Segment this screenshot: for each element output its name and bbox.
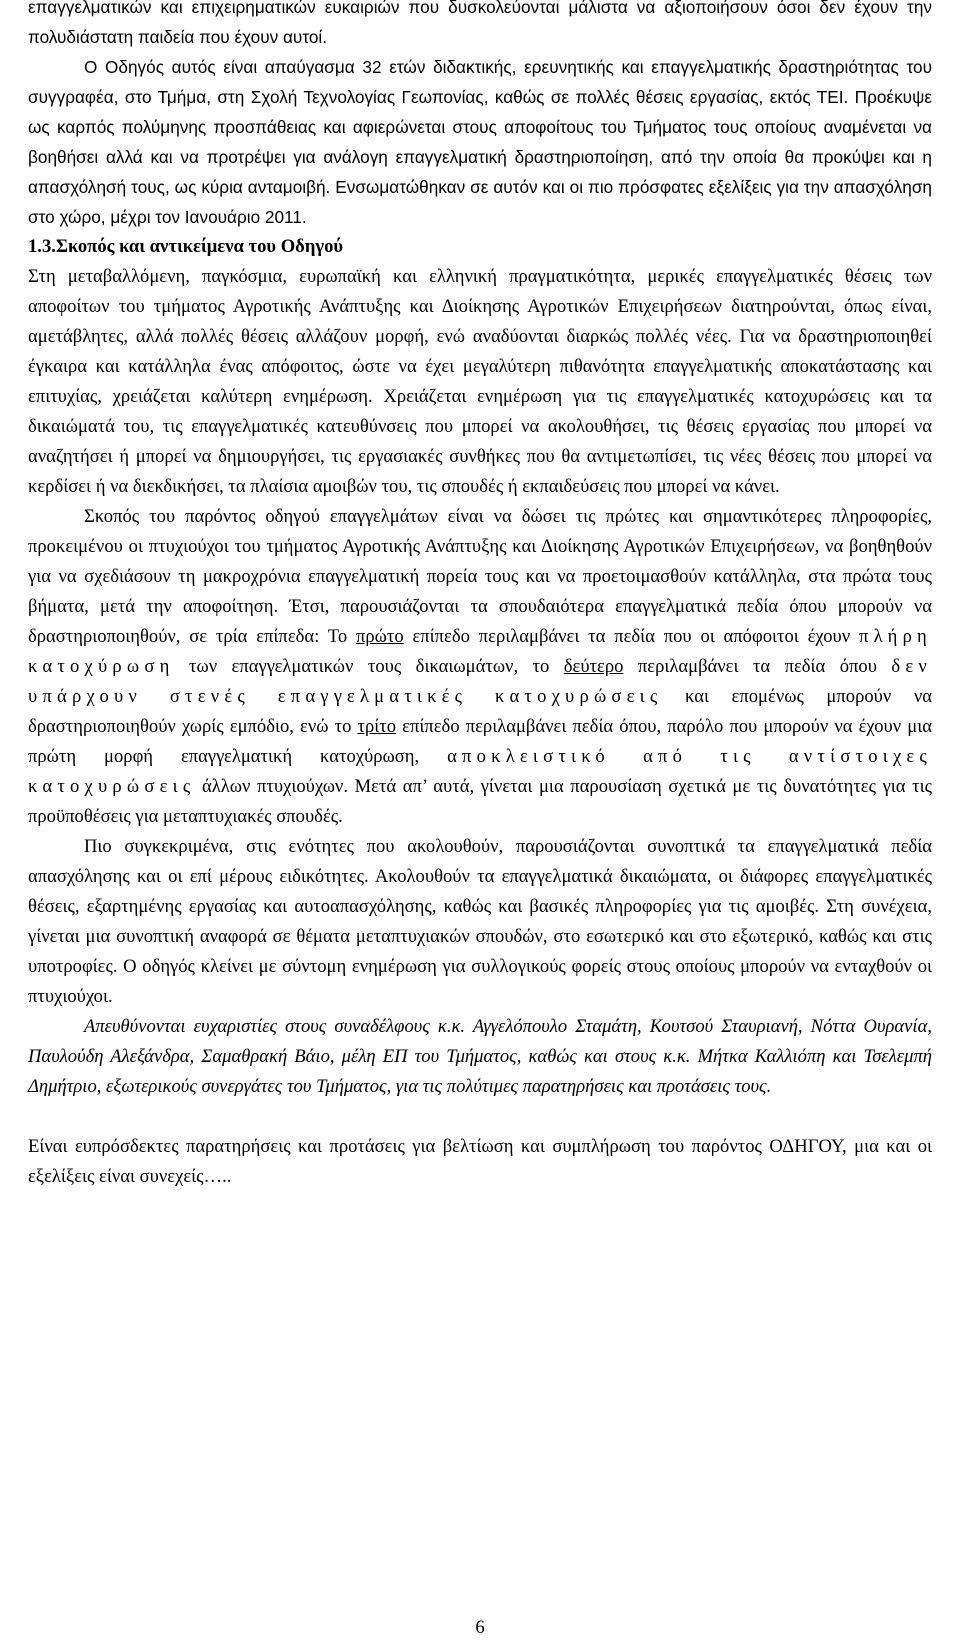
word-first-underlined: πρώτο: [355, 626, 404, 647]
spaced-exclusive: αποκλειστικό από τις αντίστοιχες κατοχυρώσεις: [28, 746, 932, 797]
section-heading: 1.3.Σκοπός και αντικείμενα του Οδηγού: [28, 236, 344, 257]
intro-continuation: [28, 0, 932, 52]
para2-part-g: άλλων πτυχιούχων. Μετά απ’ αυτά, γίνεται μια παρουσίαση σχετικά με τις δυνατότητες για τις προϋποθέσεις για μεταπτυχιακές σπουδές.: [28, 776, 932, 827]
intro-para-c: Ενσωματώθηκαν σε αυτόν και οι πιο πρόσφατες εξελίξεις για την απασχόληση στο χώρο, μέχρι τον Ιανουάριο 2011.: [28, 177, 932, 227]
page-number: 6: [475, 1617, 485, 1638]
spaced-no-rights: δεν υπάρχουν στενές επαγγελματικές κατοχυρώσεις: [28, 656, 932, 707]
document-page: [28, 0, 932, 1192]
para2-part-e: και επομένως μπορούν να δραστηριοποιηθούν χωρίς εμπόδιο, ενώ το: [28, 686, 932, 737]
intro-paragraph: [28, 52, 932, 232]
para2-part-a: Σκοπός του παρόντος οδηγού επαγγελμάτων είναι να δώσει τις πρώτες και σημαντικότερες πληροφορίες, προκειμένου οι πτυχιούχοι του τμήματος Αγροτικής Ανάπτυξης και Διοίκησης Αγροτικών Επιχειρήσεων, να βοηθηθούν για να σχεδιάσουν τη μακροχρόνια επαγγελματική πορεία τους και να προετοιμασθούν κατάλληλα, στα πρώτα τους βήματα, μετά την αποφοίτηση. Έτσι, παρουσιάζονται τα σπουδαιότερα επαγγελματικά πεδία όπου μπορούν να δραστηριοποιηθούν, σε τρία επίπεδα: Το: [28, 506, 932, 647]
word-third-underlined: τρίτο: [357, 716, 397, 737]
spaced-full-rights: πλήρη κατοχύρωση: [28, 626, 932, 677]
intro-para-a: Ο Οδηγός αυτός είναι απαύγασμα 32 ετών διδακτικής, ερευνητικής και επαγγελματικής δραστηριότητας του συγγραφέα, στο Τμήμα, στη Σχολή Τεχνολογίας Γεωπονίας, καθώς σε πολλές θέσεις εργασίας, εκτός ΤΕΙ.: [28, 57, 932, 107]
intro-line-a: επαγγελματικών και επιχειρηματικών ευκαιριών που δυσκολεύονται μάλιστα να αξιοποιήσουν όσοι δεν έχουν την πολυδιάστατη παιδεία που έχουν αυτοί.: [28, 0, 932, 47]
para2-part-d: περιλαμβάνει τα πεδία όπου: [623, 656, 892, 677]
para2-part-f: επίπεδο περιλαμβάνει πεδία όπου, παρόλο που μπορούν να έχουν μια πρώτη μορφή επαγγελματική κατοχύρωση,: [28, 716, 932, 767]
word-second-underlined: δεύτερο: [563, 656, 624, 677]
acknowledgements: Απευθύνονται ευχαριστίες στους συναδέλφους κ.κ. Αγγελόπουλο Σταμάτη, Κουτσού Σταυριανή, Νόττα Ουρανία, Παυλούδη Αλεξάνδρα, Σαμαθρακή Βάιο, μέλη ΕΠ του Τμήματος, καθώς και στους κ.κ. Μήτκα Καλλιόπη και Τσελεμπή Δημήτριο, εξωτερικούς συνεργάτες του Τμήματος, για τις πολύτιμες παρατηρήσεις και προτάσεις τους.: [28, 1016, 932, 1097]
closing-note: Είναι ευπρόσδεκτες παρατηρήσεις και προτάσεις για βελτίωση και συμπλήρωση του παρόντος ΟΔΗΓΟΥ, μια και οι εξελίξεις είναι συνεχείς…..: [28, 1136, 932, 1187]
para2-part-b: επίπεδο περιλαμβάνει τα πεδία που οι απόφοιτοι έχουν: [403, 626, 859, 647]
section-paragraph-2: [28, 502, 932, 832]
section-paragraph-1: Στη μεταβαλλόμενη, παγκόσμια, ευρωπαϊκή και ελληνική πραγματικότητα, μερικές επαγγελματικές θέσεις των αποφοίτων του τμήματος Αγροτικής Ανάπτυξης και Διοίκησης Αγροτικών Επιχειρήσεων διατηρούνται, όπως είναι, αμετάβλητες, αλλά πολλές θέσεις αλλάζουν μορφή, ενώ αναδύονται διαρκώς πολλές νέες. Για να δραστηριοποιηθεί έγκαιρα και κατάλληλα ένας απόφοιτος, ώστε να έχει μεγαλύτερη πιθανότητα επαγγελματικής αποκατάστασης και επιτυχίας, χρειάζεται καλύτερη ενημέρωση. Χρειάζεται ενημέρωση για τις επαγγελματικές κατοχυρώσεις και τα δικαιώματά του, τις επαγγελματικές κατευθύνσεις που μπορεί να ακολουθήσει, τις θέσεις εργασίας που μπορεί να αναζητήσει ή μπορεί να δημιουργήσει, τις εργασιακές συνθήκες που θα αντιμετωπίσει, τις νέες θέσεις που μπορεί να κερδίσει ή να διεκδικήσει, τα πλαίσια αμοιβών του, τις σπουδές ή εκπαιδεύσεις που μπορεί να κάνει.: [28, 266, 932, 497]
para2-part-c: των επαγγελματικών τους δικαιωμάτων, το: [174, 656, 564, 677]
intro-para-b: Προέκυψε ως καρπός πολύμηνης προσπάθειας και αφιερώνεται στους αποφοίτους του Τμήματος τους οποίους αναμένεται να βοηθήσει αλλά και να προτρέψει για ανάλογη επαγγελματική δραστηριοποίηση, από την οποία θα προκύψει και η απασχόλησή τους, ως κύρια ανταμοιβή.: [28, 87, 932, 197]
section-paragraph-3: Πιο συγκεκριμένα, στις ενότητες που ακολουθούν, παρουσιάζονται συνοπτικά τα επαγγελματικά πεδία απασχόλησης και οι επί μέρους ειδικότητες. Ακολουθούν τα επαγγελματικά δικαιώματα, οι διάφορες επαγγελματικές θέσεις, εξαρτημένης εργασίας και αυτοαπασχόλησης, καθώς και βασικές πληροφορίες για τις αμοιβές. Στη συνέχεια, γίνεται μια συνοπτική αναφορά σε θέματα μεταπτυχιακών σπουδών, στο εσωτερικό και στο εξωτερικό, καθώς και στις υποτροφίες. Ο οδηγός κλείνει με σύντομη ενημέρωση για συλλογικούς φορείς στους οποίους μπορούν να ενταχθούν οι πτυχιούχοι.: [28, 836, 932, 1007]
